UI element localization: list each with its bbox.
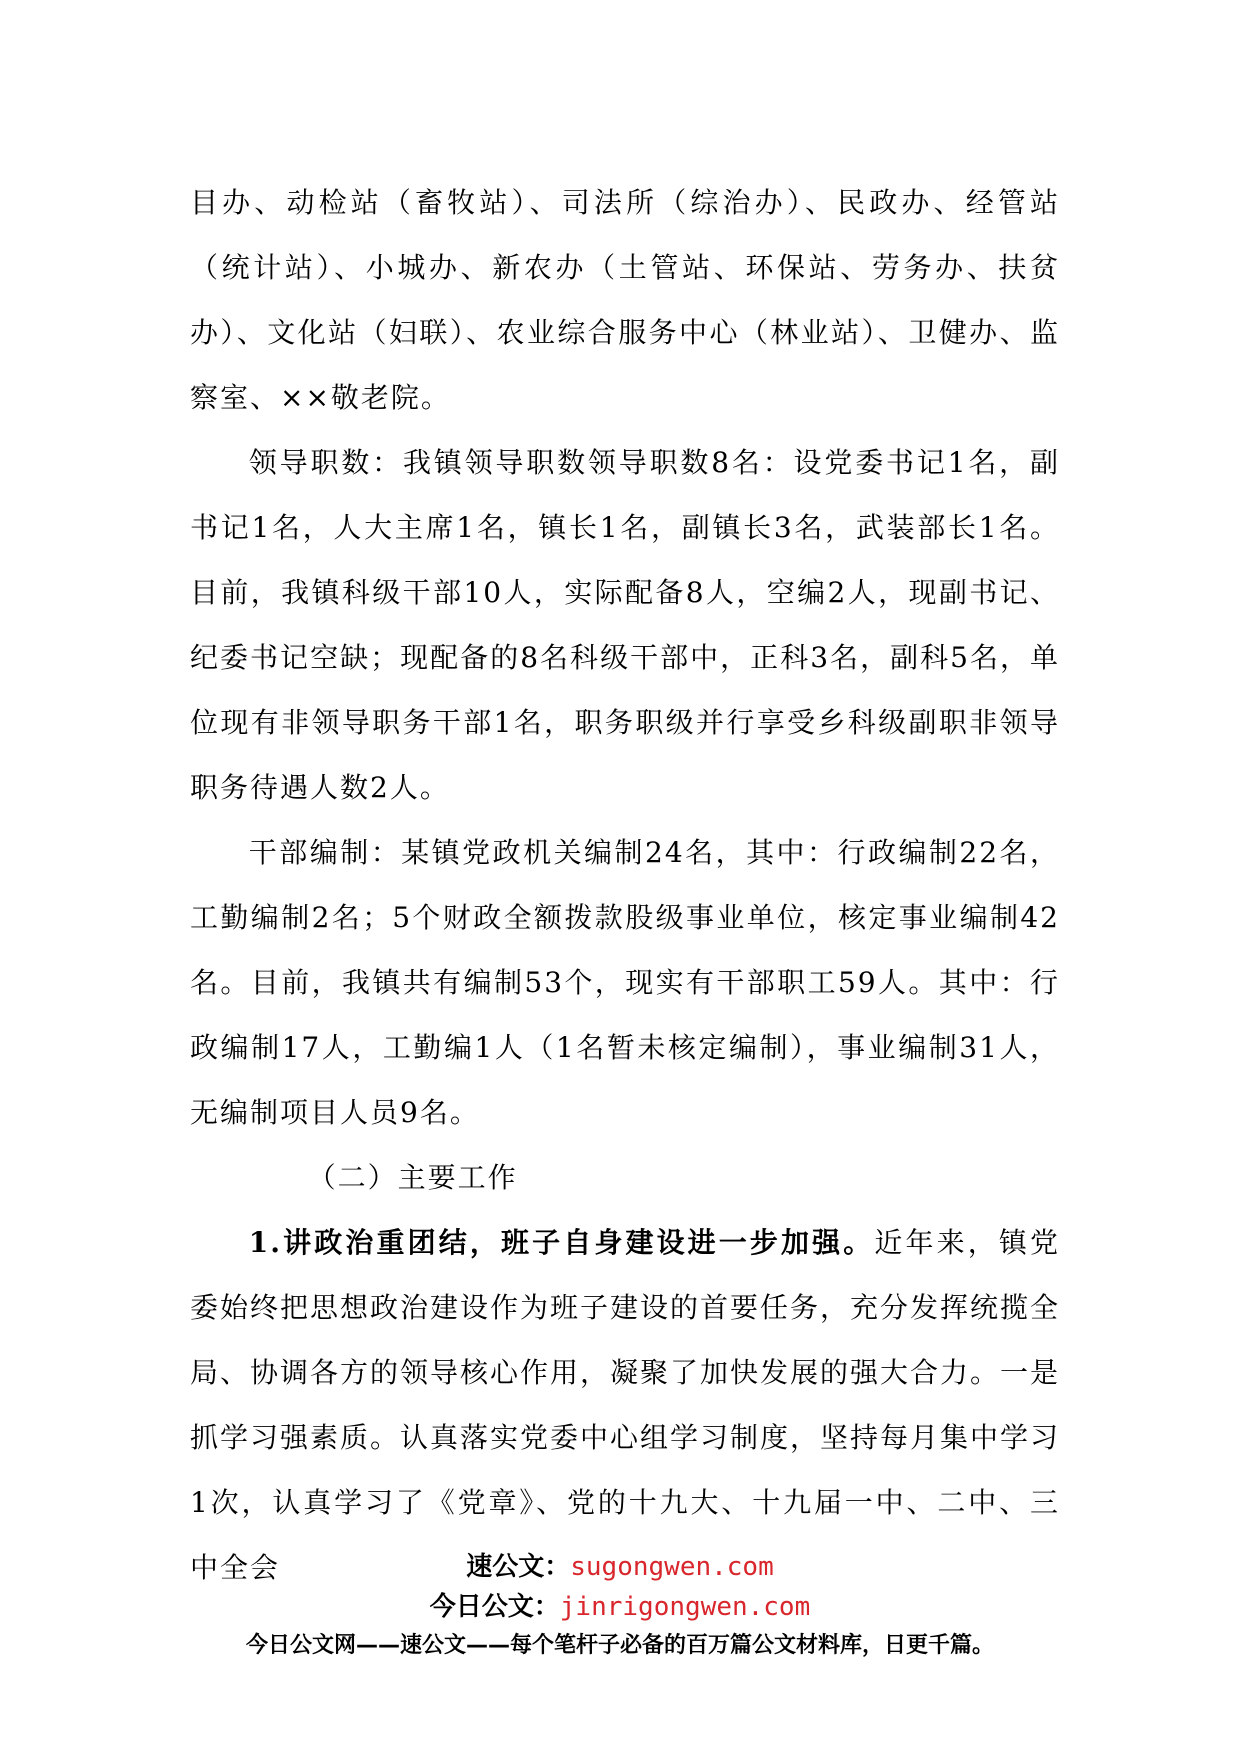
footer-slogan: 今日公文网——速公文——每个笔杆子必备的百万篇公文材料库，日更千篇。 <box>245 1633 994 1658</box>
work-item-1-title: 1.讲政治重团结，班子自身建设进一步加强。 <box>248 1226 875 1259</box>
paragraph-work-item-1 <box>190 1210 1060 1600</box>
footer-jinrigongwen-label: 今日公文： <box>429 1592 560 1622</box>
paragraph-departments-continued: 目办、动检站（畜牧站）、司法所（综治办）、民政办、经管站（统计站）、小城办、新农办（土管站、环保站、劳务办、扶贫办）、文化站（妇联）、农业综合服务中心（林业站）、卫健办、监察室、××敬老院。 <box>190 186 1060 414</box>
footer-sugongwen-label: 速公文： <box>466 1552 571 1582</box>
document-body <box>190 170 1060 1600</box>
footer-jinrigongwen <box>0 1586 1240 1623</box>
footer-sugongwen-link[interactable]: sugongwen.com <box>570 1552 774 1582</box>
paragraph-leadership-positions: 领导职数：我镇领导职数领导职数8名：设党委书记1名，副书记1名，人大主席1名，镇长1名，副镇长3名，武装部长1名。目前，我镇科级干部10人，实际配备8人，空编2人，现副书记、纪委书记空缺；现配备的8名科级干部中，正科3名，副科5名，单位现有非领导职务干部1名，职务职级并行享受乡科级副职非领导职务待遇人数2人。 <box>190 446 1060 804</box>
footer-jinrigongwen-link[interactable]: jinrigongwen.com <box>559 1592 811 1622</box>
footer-sugongwen <box>0 1546 1240 1583</box>
paragraph-staffing-quota: 干部编制：某镇党政机关编制24名，其中：行政编制22名，工勤编制2名；5个财政全额拨款股级事业单位，核定事业编制42名。目前，我镇共有编制53个，现实有干部职工59人。其中：行政编制17人，工勤编1人（1名暂未核定编制），事业编制31人，无编制项目人员9名。 <box>190 836 1060 1129</box>
section-heading-main-work: （二）主要工作 <box>307 1161 518 1194</box>
work-item-1-body: 近年来，镇党委始终把思想政治建设作为班子建设的首要任务，充分发挥统揽全局、协调各方的领导核心作用，凝聚了加快发展的强大合力。一是抓学习强素质。认真落实党委中心组学习制度，坚持每月集中学习1次，认真学习了《党章》、党的十九大、十九届一中、二中、三中全会 <box>190 1226 1061 1584</box>
